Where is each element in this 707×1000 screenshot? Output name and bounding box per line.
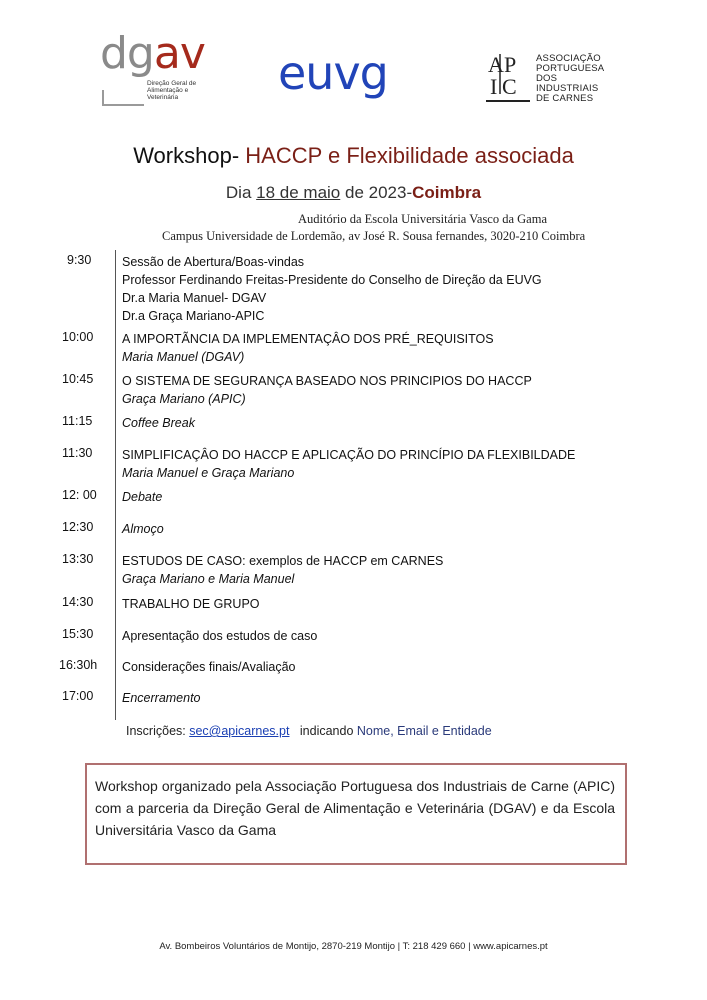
agenda-speaker: Graça Mariano (APIC) bbox=[122, 392, 246, 406]
dgav-bracket bbox=[102, 90, 144, 106]
venue-name: Auditório da Escola Universitária Vasco da Gama bbox=[298, 212, 547, 226]
event-date: Dia 18 de maio de 2023-Coimbra bbox=[225, 183, 482, 202]
agenda-time: 11:30 bbox=[62, 446, 93, 460]
agenda-time: 10:45 bbox=[62, 372, 94, 386]
agenda-title: Sessão de Abertura/Boas-vindas bbox=[122, 255, 305, 269]
agenda-title: Coffee Break bbox=[122, 416, 195, 430]
registration-label: Inscrições: bbox=[126, 724, 190, 738]
organizer-text: Workshop organizado pela Associação Portuguesa dos Industriais de Carne (APIC) com a parceria da Direção Geral de Alimentação e Veterinária (DGAV) e da Escola Universitária Vasco da Gama bbox=[95, 778, 615, 838]
agenda-title: O SISTEMA DE SEGURANÇA BASEADO NOS PRINCIPIOS DO HACCP bbox=[122, 374, 532, 388]
registration-fields: Nome, Email e Entidade bbox=[356, 724, 492, 738]
agenda-time: 16:30h bbox=[59, 658, 98, 672]
agenda-title: SIMPLIFICAÇÂO DO HACCP E APLICAÇÃO DO PRINCÍPIO DA FLEXIBILDADE bbox=[122, 448, 576, 462]
agenda-detail: Dr.a Graça Mariano-APIC bbox=[122, 309, 265, 323]
agenda-title: Almoço bbox=[122, 522, 164, 536]
agenda-title: Apresentação dos estudos de caso bbox=[122, 629, 318, 643]
svg-text:P: P bbox=[504, 52, 517, 77]
agenda-time: 12: 00 bbox=[62, 488, 97, 502]
agenda-title: ESTUDOS DE CASO: exemplos de HACCP em CARNES bbox=[122, 554, 444, 568]
agenda-time: 9:30 bbox=[67, 253, 92, 267]
agenda-title: Debate bbox=[122, 490, 163, 504]
agenda-speaker: Maria Manuel (DGAV) bbox=[122, 350, 245, 364]
agenda-divider bbox=[115, 250, 116, 720]
registration-info: Inscrições: sec@apicarnes.pt indicando Nome, Email e Entidade bbox=[126, 724, 492, 738]
agenda-time: 11:15 bbox=[62, 414, 93, 428]
agenda-detail: Professor Ferdinando Freitas-Presidente do Conselho de Direção da EUVG bbox=[122, 273, 542, 287]
agenda-detail: Dr.a Maria Manuel- DGAV bbox=[122, 291, 267, 305]
apic-mark-icon bbox=[486, 52, 530, 96]
agenda-title: A IMPORTÃNCIA DA IMPLEMENTAÇÂO DOS PRÉ_REQUISITOS bbox=[122, 332, 494, 346]
organizer-box bbox=[85, 763, 627, 865]
registration-email-link[interactable]: sec@apicarnes.pt bbox=[189, 724, 290, 738]
apic-wordmark: ASSOCIAÇÃO PORTUGUESA DOS INDUSTRIAIS DE CARNES bbox=[536, 53, 605, 104]
dgav-subtitle: Direção Geral de Alimentação e Veterinária bbox=[147, 80, 197, 101]
agenda-time: 17:00 bbox=[62, 689, 94, 703]
agenda-title: TRABALHO DE GRUPO bbox=[122, 597, 260, 611]
agenda-speaker: Graça Mariano e Maria Manuel bbox=[122, 572, 295, 586]
svg-text:C: C bbox=[502, 74, 517, 96]
svg-text:A: A bbox=[488, 52, 504, 77]
apic-underline bbox=[486, 100, 530, 102]
agenda-time: 15:30 bbox=[62, 627, 94, 641]
apic-logo bbox=[486, 52, 616, 102]
euvg-logo: euvg bbox=[278, 46, 388, 100]
agenda-time: 10:00 bbox=[62, 330, 94, 344]
page-title: Workshop- HACCP e Flexibilidade associada bbox=[133, 143, 574, 168]
dgav-logo bbox=[100, 28, 205, 104]
agenda-title: Considerações finais/Avaliação bbox=[122, 660, 296, 674]
svg-text:I: I bbox=[490, 74, 498, 96]
agenda-time: 13:30 bbox=[62, 552, 94, 566]
agenda-title: Encerramento bbox=[122, 691, 201, 705]
agenda-time: 14:30 bbox=[62, 595, 94, 609]
dgav-wordmark: dgav bbox=[100, 28, 205, 79]
agenda-time: 12:30 bbox=[62, 520, 94, 534]
agenda-speaker: Maria Manuel e Graça Mariano bbox=[122, 466, 295, 480]
footer-contact: Av. Bombeiros Voluntários de Montijo, 2870-219 Montijo | T: 218 429 660 | www.apicarnes.pt bbox=[159, 941, 548, 952]
venue-address: Campus Universidade de Lordemão, av José R. Sousa fernandes, 3020-210 Coimbra bbox=[162, 229, 586, 243]
